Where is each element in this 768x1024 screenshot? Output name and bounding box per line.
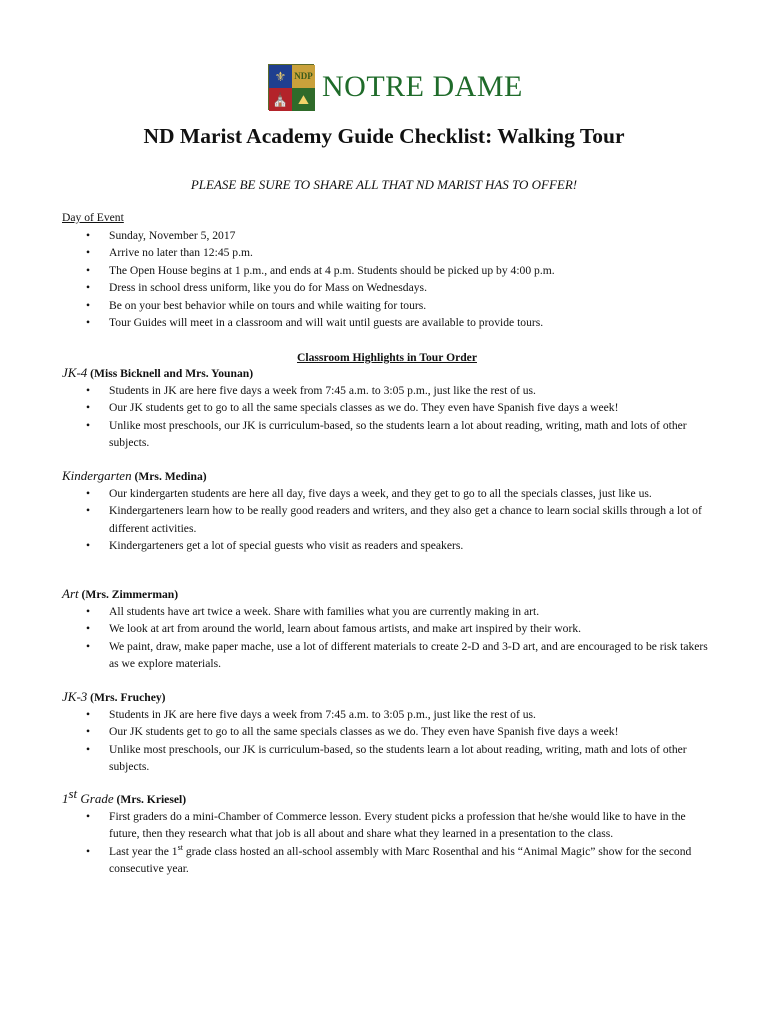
list-item: • Tour Guides will meet in a classroom and will wait until guests are available to provide tours. <box>62 314 712 332</box>
bullet-icon: • <box>86 281 91 294</box>
list-item: • Unlike most preschools, our JK is curriculum-based, so the students learn a lot about reading, writing, math and lots of other subjects. <box>86 418 687 449</box>
list-item: • All students have art twice a week. Share with families what you are currently making in art. <box>62 603 712 621</box>
art-section <box>62 585 712 673</box>
list-item: • Students in JK are here five days a week from 7:45 a.m. to 3:05 p.m., just like the rest of us. <box>62 382 712 400</box>
list-item: • Kindergarteners get a lot of special guests who visit as readers and speakers. <box>62 537 712 555</box>
list-item: • We paint, draw, make paper mache, use a lot of different materials to create 2-D and 3-D art, and are encouraged to be risk takers as we explore materials. <box>86 639 708 670</box>
list-item: • First graders do a mini-Chamber of Commerce lesson. Every student picks a profession that he/she would like to have in the future, then they research what that job is all about and share what they learned in a presentation to the class. <box>86 809 686 840</box>
bullet-icon: • <box>86 639 91 653</box>
church-icon: ⛪ <box>269 88 292 111</box>
bullet-icon: • <box>86 246 91 259</box>
day-of-event-list <box>62 227 712 332</box>
list-item: • Students in JK are here five days a week from 7:45 a.m. to 3:05 p.m., just like the rest of us. <box>62 706 712 724</box>
day-of-event-heading: Day of Event <box>62 211 124 224</box>
kindergarten-section <box>62 467 712 555</box>
art-list <box>62 603 712 673</box>
list-item: • Dress in school dress uniform, like you do for Mass on Wednesdays. <box>62 279 712 297</box>
first-grade-heading: 1st Grade (Mrs. Kriesel) <box>62 786 187 806</box>
list-item: • Be on your best behavior while on tours and while waiting for tours. <box>62 297 712 315</box>
first-grade-list <box>62 808 712 878</box>
jk3-heading: JK-3 (Mrs. Fruchey) <box>62 689 166 704</box>
bullet-icon: • <box>86 844 91 858</box>
highlights-heading: Classroom Highlights in Tour Order <box>297 351 477 364</box>
page-title: ND Marist Academy Guide Checklist: Walking Tour <box>143 124 625 148</box>
list-item: • Our JK students get to go to all the same specials classes as we do. They even have Spanish five days a week! <box>62 399 712 417</box>
bullet-icon: • <box>86 725 91 738</box>
jk4-heading: JK-4 (Miss Bicknell and Mrs. Younan) <box>62 365 254 380</box>
bullet-icon: • <box>86 504 91 517</box>
art-heading: Art (Mrs. Zimmerman) <box>62 586 179 601</box>
day-of-event-section <box>62 209 712 332</box>
jk4-list <box>62 382 712 452</box>
kindergarten-list <box>62 485 712 555</box>
first-grade-section <box>62 786 712 878</box>
list-item: • Arrive no later than 12:45 p.m. <box>62 244 712 262</box>
bullet-icon: • <box>86 486 91 500</box>
bullet-icon: • <box>86 539 91 552</box>
bullet-icon: • <box>86 604 91 618</box>
bullet-icon: • <box>86 742 91 756</box>
list-item: • Unlike most preschools, our JK is curriculum-based, so the students learn a lot about reading, writing, math and lots of other subjects. <box>86 742 687 773</box>
logo-wordmark: NOTRE DAME <box>322 70 523 103</box>
list-item: • Our JK students get to go to all the same specials classes as we do. They even have Spanish five days a week! <box>62 723 712 741</box>
jk3-list <box>62 706 712 776</box>
bullet-icon: • <box>86 383 91 397</box>
list-item: • Kindergarteners learn how to be really good readers and writers, and they also get a chance to learn social skills through a lot of different activities. <box>86 504 702 535</box>
bullet-icon: • <box>86 316 91 329</box>
jk3-section <box>62 688 712 776</box>
crest-icon <box>268 64 314 110</box>
list-item: • The Open House begins at 1 p.m., and ends at 4 p.m. Students should be picked up by 4:00 p.m. <box>62 262 712 280</box>
list-item: • Sunday, November 5, 2017 <box>62 227 712 245</box>
bullet-icon: • <box>86 707 91 721</box>
list-item: • Last year the 1st grade class hosted an all-school assembly with Marc Rosenthal and his “Animal Magic” show for the second consecutive year. <box>86 842 692 875</box>
fleur-de-lis-icon: ⚜ <box>269 65 292 88</box>
bullet-icon: • <box>86 809 91 823</box>
bullet-icon: • <box>86 298 91 312</box>
bullet-icon: • <box>86 622 91 635</box>
monogram-icon: NDP <box>292 65 315 88</box>
bullet-icon: • <box>86 263 91 277</box>
kindergarten-heading: Kindergarten (Mrs. Medina) <box>62 468 207 483</box>
list-item: • We look at art from around the world, learn about famous artists, and make art inspired by their work. <box>62 620 712 638</box>
jk4-section <box>62 364 712 452</box>
notre-dame-logo <box>268 64 523 110</box>
bullet-icon: • <box>86 228 91 242</box>
bullet-icon: • <box>86 401 91 414</box>
bullet-icon: • <box>86 418 91 432</box>
mountain-icon: ⛰ <box>292 88 315 111</box>
page-subtitle: PLEASE BE SURE TO SHARE ALL THAT ND MARIST HAS TO OFFER! <box>190 177 578 192</box>
list-item: • Our kindergarten students are here all day, five days a week, and they get to go to all the specials classes, just like us. <box>62 485 712 503</box>
